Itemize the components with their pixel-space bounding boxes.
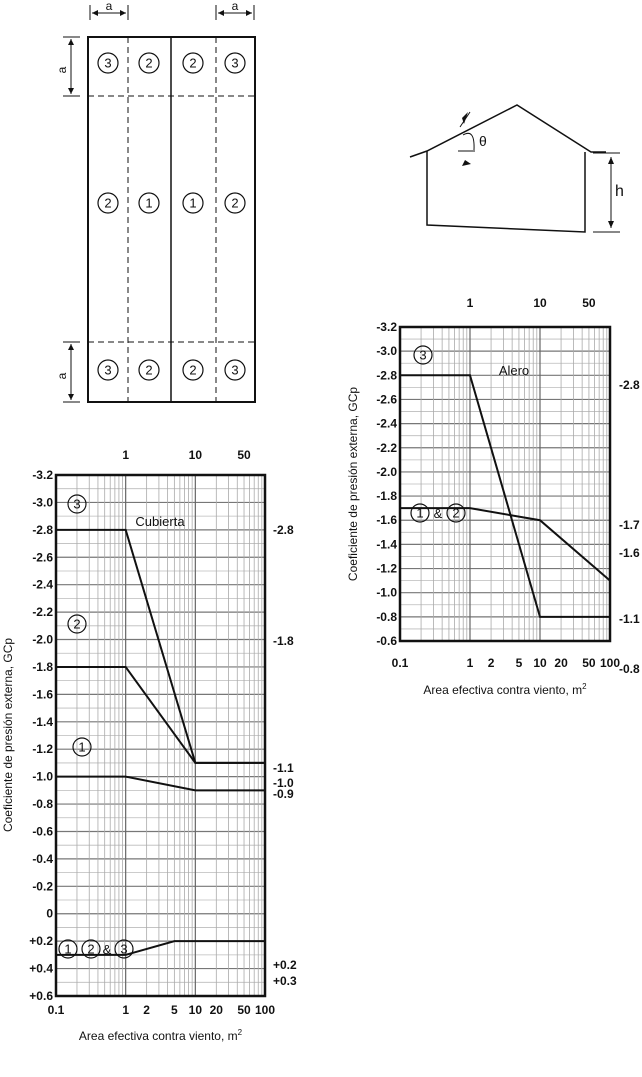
x-tick-label: 1 xyxy=(466,656,474,670)
series-line xyxy=(56,777,265,791)
right-value-label: -1.1 xyxy=(619,612,640,626)
x-tick-label-top: 10 xyxy=(533,296,547,310)
series-zone-marker-number: 2 xyxy=(452,505,460,521)
y-tick-label: -1.2 xyxy=(32,742,53,757)
dim-a-label: a xyxy=(105,0,113,13)
x-tick-label: 5 xyxy=(515,656,523,670)
plan-zone-2-number: 2 xyxy=(145,55,153,71)
right-value-label: +0.3 xyxy=(273,974,297,988)
series-line xyxy=(56,530,265,763)
y-tick-label: -1.2 xyxy=(376,561,397,576)
right-value-label: -1.7 xyxy=(619,518,640,532)
y-tick-label: -0.8 xyxy=(32,797,53,812)
right-value-label: +0.2 xyxy=(273,958,297,972)
plan-zone-2 xyxy=(183,53,203,73)
y-tick-label: -3.2 xyxy=(32,468,53,482)
series-zone-marker xyxy=(414,346,432,364)
plan-zone-2 xyxy=(139,360,159,380)
x-tick-label: 1 xyxy=(122,1003,130,1017)
series-zone-marker-number: 3 xyxy=(419,347,427,363)
x-tick-label: 100 xyxy=(254,1003,276,1017)
right-value-label: -2.8 xyxy=(273,523,294,537)
y-tick-label: +0.2 xyxy=(29,934,53,949)
series-zone-marker xyxy=(59,940,77,958)
plan-zone-2-number: 2 xyxy=(231,195,239,211)
plan-zone-3-number: 3 xyxy=(231,55,239,71)
y-tick-label: -1.4 xyxy=(376,537,397,552)
x-tick-label: 2 xyxy=(143,1003,150,1017)
plan-zone-2-number: 2 xyxy=(189,362,197,378)
x-axis-label: Area efectiva contra viento, $m^2$ xyxy=(78,1028,243,1043)
plan-zone-3-number: 3 xyxy=(104,55,112,71)
y-tick-label: -0.6 xyxy=(32,824,53,839)
plan-zone-2 xyxy=(225,193,245,213)
x-tick-label: 5 xyxy=(171,1003,178,1017)
y-tick-label: -2.2 xyxy=(376,440,397,455)
series-zone-marker-number: 1 xyxy=(78,739,86,755)
plan-zone-3 xyxy=(98,360,118,380)
x-tick-label-top: 50 xyxy=(582,296,596,310)
series-zone-marker xyxy=(73,738,91,756)
plan-zone-2-number: 2 xyxy=(145,362,153,378)
plan-zone-3 xyxy=(98,53,118,73)
series-zone-marker xyxy=(68,615,86,633)
plan-zone-3 xyxy=(225,53,245,73)
right-value-label: -1.0 xyxy=(273,776,294,790)
y-tick-label: -2.2 xyxy=(32,605,53,620)
series-line xyxy=(56,667,265,763)
y-tick-label: -2.4 xyxy=(32,577,53,592)
chart-cubierta xyxy=(1,448,297,1043)
building-section xyxy=(410,105,620,232)
chart-title: Cubierta xyxy=(135,514,185,529)
chart-alero xyxy=(346,296,640,697)
right-value-label: -2.8 xyxy=(619,378,640,392)
plan-zone-3-number: 3 xyxy=(231,362,239,378)
series-zone-marker-number: 2 xyxy=(73,616,81,632)
x-tick-label: 20 xyxy=(209,1003,223,1017)
y-tick-label: -1.0 xyxy=(376,585,397,600)
series-zone-marker xyxy=(115,940,133,958)
y-axis-label: Coeficiente de presión externa, GCp xyxy=(346,386,360,582)
plan-zone-1-number: 1 xyxy=(145,195,153,211)
y-tick-label: -2.0 xyxy=(376,464,397,479)
dim-a-label: a xyxy=(231,0,239,13)
right-value-label: -0.8 xyxy=(619,662,640,676)
x-tick-label: 10 xyxy=(188,1003,203,1017)
y-tick-label: -0.6 xyxy=(376,634,397,648)
plan-zone-3-number: 3 xyxy=(104,362,112,378)
y-tick-label: -1.6 xyxy=(376,513,397,528)
plan-zone-2-number: 2 xyxy=(104,195,112,211)
series-label-ampersand: & xyxy=(102,942,112,957)
y-tick-label: -3.2 xyxy=(376,320,397,334)
x-tick-label-top: 10 xyxy=(188,448,203,462)
series-zone-marker-number: 1 xyxy=(416,505,424,521)
y-axis-label: Coeficiente de presión externa, GCp xyxy=(1,637,15,833)
y-tick-label: -2.6 xyxy=(32,550,53,565)
x-tick-label: 2 xyxy=(487,656,495,670)
y-tick-label: -1.0 xyxy=(32,769,53,784)
y-tick-label: -3.0 xyxy=(32,495,53,510)
x-tick-label: 10 xyxy=(533,656,547,670)
y-tick-label: -1.4 xyxy=(32,714,53,729)
right-value-label: -1.1 xyxy=(273,761,294,775)
plan-zone-2 xyxy=(139,53,159,73)
height-label: h xyxy=(615,183,624,200)
series-zone-marker xyxy=(68,495,86,513)
y-tick-label: +0.6 xyxy=(29,989,53,1003)
series-zone-marker-number: 3 xyxy=(73,496,81,512)
series-zone-marker-number: 1 xyxy=(64,941,72,957)
x-tick-label: 50 xyxy=(237,1003,251,1017)
wall-outline xyxy=(427,151,585,232)
y-tick-label: -2.0 xyxy=(32,632,53,647)
dim-a-label: a xyxy=(55,66,69,74)
series-zone-marker xyxy=(447,504,465,522)
y-tick-label: -2.6 xyxy=(376,392,397,407)
plan-zone-1 xyxy=(139,193,159,213)
y-tick-label: -1.8 xyxy=(376,489,397,504)
plan-zone-2 xyxy=(98,193,118,213)
series-zone-marker-number: 2 xyxy=(87,941,95,957)
roof-outline xyxy=(410,105,606,157)
y-tick-label: -0.2 xyxy=(32,879,53,894)
plan-zone-2 xyxy=(183,360,203,380)
dim-a-label: a xyxy=(55,372,69,380)
plan-zone-3 xyxy=(225,360,245,380)
x-tick-label: 100 xyxy=(599,656,621,670)
series-zone-marker-number: 3 xyxy=(120,941,128,957)
x-tick-label: 50 xyxy=(582,656,596,670)
y-tick-label: -0.8 xyxy=(376,609,397,624)
x-tick-label: 0.1 xyxy=(391,656,409,670)
x-tick-label-top: 1 xyxy=(466,296,474,310)
x-tick-label: 0.1 xyxy=(47,1003,65,1017)
right-value-label: -0.9 xyxy=(273,787,294,801)
y-tick-label: -0.4 xyxy=(32,851,53,866)
right-value-label: -1.6 xyxy=(619,546,640,560)
y-tick-label: -2.4 xyxy=(376,416,397,431)
y-tick-label: -2.8 xyxy=(32,522,53,537)
angle-arc xyxy=(463,133,474,150)
plan-zone-2-number: 2 xyxy=(189,55,197,71)
y-tick-label: -1.8 xyxy=(32,659,53,674)
plan-zone-1-number: 1 xyxy=(189,195,197,211)
series-zone-marker xyxy=(411,504,429,522)
series-label-ampersand: & xyxy=(433,506,443,521)
x-tick-label: 20 xyxy=(554,656,568,670)
plan-zone-1 xyxy=(183,193,203,213)
y-tick-label: -3.0 xyxy=(376,344,397,359)
y-tick-label: +0.4 xyxy=(29,961,53,976)
x-axis-label: Area efectiva contra viento, $m^2$ xyxy=(423,682,587,697)
y-tick-label: -1.6 xyxy=(32,687,53,702)
y-tick-label: -2.8 xyxy=(376,368,397,383)
x-tick-label-top: 50 xyxy=(237,448,251,462)
series-zone-marker xyxy=(82,940,100,958)
y-tick-label: 0 xyxy=(46,906,53,921)
x-tick-label-top: 1 xyxy=(122,448,130,462)
chart-title: Alero xyxy=(498,363,530,378)
theta-label: θ xyxy=(479,133,487,149)
right-value-label: -1.8 xyxy=(273,634,294,648)
